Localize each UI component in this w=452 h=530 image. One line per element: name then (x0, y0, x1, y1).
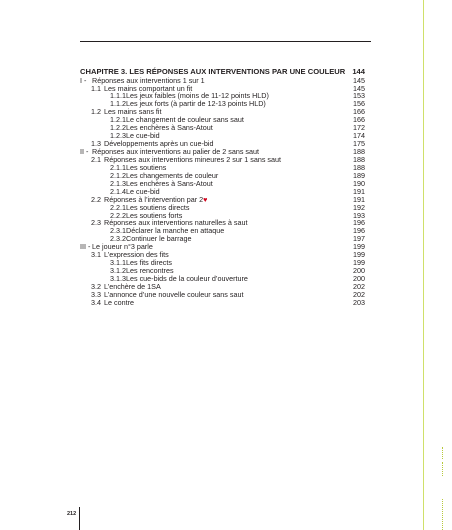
toc-entry-title-text: Les soutiens directs (126, 202, 190, 212)
toc-entry-page: 175 (353, 139, 365, 149)
toc-entry-number: 3.1 (91, 250, 101, 260)
toc-entry (80, 299, 365, 307)
toc-entry-number: 2.3.1 (110, 226, 126, 236)
toc-entry-number: I - (80, 75, 87, 85)
heart-suit-icon: ♥ (203, 194, 208, 204)
toc-entry-page: 174 (353, 131, 365, 141)
toc-entry-number: 3.4 (91, 297, 101, 307)
toc-entry-page: 188 (353, 162, 365, 172)
toc-entry-number: 2.3.2 (110, 234, 126, 244)
edge-dots (442, 499, 449, 530)
toc-entry-title-text: Déclarer la manche en attaque (126, 226, 225, 236)
toc-entry-title-text: L’annonce d’une nouvelle couleur sans saut (104, 289, 244, 299)
toc-entry-number: 2.2 (91, 194, 101, 204)
toc-entry-number: 1.2.3 (110, 131, 126, 141)
toc-entry-page: 200 (353, 266, 365, 276)
toc-entry-number: 2.2.1 (110, 202, 126, 212)
toc-entry-title-text: Le joueur n°3 parle (92, 242, 153, 252)
toc-entry-title-text: Réponses aux interventions naturelles à saut (104, 218, 248, 228)
toc-entry-title-text: Les soutiens (126, 162, 167, 172)
toc-entry-title-text: Les soutiens forts (126, 210, 183, 220)
toc-entry-title-text: Les enchères à Sans-Atout (126, 178, 213, 188)
toc-entry-title-text: Les mains comportant un fit (104, 83, 193, 93)
toc-entry-page: 166 (353, 115, 365, 125)
toc-entry-title-text: Réponses aux interventions mineures 2 sur 1 sans saut (104, 154, 281, 164)
toc-entry-title-text: Réponses aux interventions 1 sur 1 (92, 75, 205, 85)
toc-entry-page: 203 (353, 297, 365, 307)
toc-entry-page: 172 (353, 123, 365, 133)
toc-entry-number: 2.1.2 (110, 170, 126, 180)
toc-entry-page: 166 (353, 107, 365, 117)
page-number: 212 (67, 511, 77, 517)
toc-entry-page: 188 (353, 147, 365, 157)
toc-entry-number: III - (80, 242, 91, 252)
toc-entry-page: 191 (353, 186, 365, 196)
toc-entry-number: 3.3 (91, 289, 101, 299)
toc-entry-page: 196 (353, 226, 365, 236)
toc-entry-number: 1.2 (91, 107, 101, 117)
toc-entry-page: 188 (353, 154, 365, 164)
toc-entry-number: 1.1 (91, 83, 101, 93)
toc-entry-page: 190 (353, 178, 365, 188)
toc-entry-page: 192 (353, 202, 365, 212)
toc-entry-page: 199 (353, 258, 365, 268)
toc-entry-number: 2.1.1 (110, 162, 126, 172)
toc-entry-title-text: Les enchères à Sans-Atout (126, 123, 213, 133)
toc-entry-page: 200 (353, 274, 365, 284)
header-rule (80, 41, 371, 42)
toc-entry-title-text: Les cue-bids de la couleur d’ouverture (126, 274, 248, 284)
edge-dots (442, 462, 449, 476)
toc-entry-number: 2.1 (91, 154, 101, 164)
toc-entry-number: 3.1.2 (110, 266, 126, 276)
toc-entry-page: 191 (353, 194, 365, 204)
toc-entry-number: 3.2 (91, 281, 101, 291)
toc-entry-number: 1.3 (91, 139, 101, 149)
toc-entry-page: 202 (353, 281, 365, 291)
toc-entry-title (104, 299, 134, 307)
toc-entry-title-text: Développements après un cue-bid (104, 139, 214, 149)
toc-entry-title-text: Le cue-bid (126, 186, 160, 196)
toc-entry-number: 2.1.3 (110, 178, 126, 188)
footer-rule (79, 507, 80, 530)
toc-entry-title-text: Le contre (104, 297, 134, 307)
toc-entry-page: 153 (353, 91, 365, 101)
chapter-title: CHAPITRE 3. LES RÉPONSES AUX INTERVENTIONS PAR UNE COULEUR (80, 67, 346, 76)
toc-entry-title-text: Continuer le barrage (126, 234, 192, 244)
toc-entry-page: 197 (353, 234, 365, 244)
toc-entry-number: 1.2.1 (110, 115, 126, 125)
toc-entry-title-text: Les rencontres (126, 266, 174, 276)
toc-entry-title-text: Le cue-bid (126, 131, 160, 141)
toc-entry-title-text: Les changements de couleur (126, 170, 219, 180)
toc-entry-number: 1.1.2 (110, 99, 126, 109)
table-of-contents (80, 68, 365, 307)
toc-entry-title-text: Les mains sans fit (104, 107, 162, 117)
toc-entry-title-text: Réponses aux interventions au palier de 2 sans saut (92, 147, 260, 157)
toc-entry-number: 2.2.2 (110, 210, 126, 220)
toc-entry-page: 199 (353, 250, 365, 260)
toc-entry-number: 3.1.3 (110, 274, 126, 284)
toc-entry-page: 199 (353, 242, 365, 252)
toc-entry-title-text: Les jeux forts (à partir de 12-13 points HLD) (126, 99, 266, 109)
toc-entry-title-text: Les fits directs (126, 258, 172, 268)
toc-entry-number: 1.2.2 (110, 123, 126, 133)
toc-entry-title-text: Les jeux faibles (moins de 11-12 points HLD) (126, 91, 269, 101)
toc-entry-title-text: L’expression des fits (104, 250, 169, 260)
toc-entry-page: 196 (353, 218, 365, 228)
toc-entry-page: 144 (352, 67, 365, 76)
toc-entry-title-text: Réponses à l’intervention par 2 (104, 194, 204, 204)
toc-entry-page: 145 (353, 75, 365, 85)
toc-entry-number: 2.3 (91, 218, 101, 228)
toc-entry-number: 3.1.1 (110, 258, 126, 268)
toc-entry-title-text: Le changement de couleur sans saut (126, 115, 244, 125)
toc-entry-page: 145 (353, 83, 365, 93)
toc-entry-number: 1.1.1 (110, 91, 126, 101)
toc-entry-page: 156 (353, 99, 365, 109)
toc-entry-page: 193 (353, 210, 365, 220)
toc-entry-number: 2.1.4 (110, 186, 126, 196)
page-edge-line (423, 0, 424, 530)
toc-entry-page: 189 (353, 170, 365, 180)
toc-entry-page: 202 (353, 289, 365, 299)
toc-entry-number: II - (80, 147, 89, 157)
toc-entry-title-text: L’enchère de 1SA (104, 281, 161, 291)
edge-dots (442, 447, 449, 459)
